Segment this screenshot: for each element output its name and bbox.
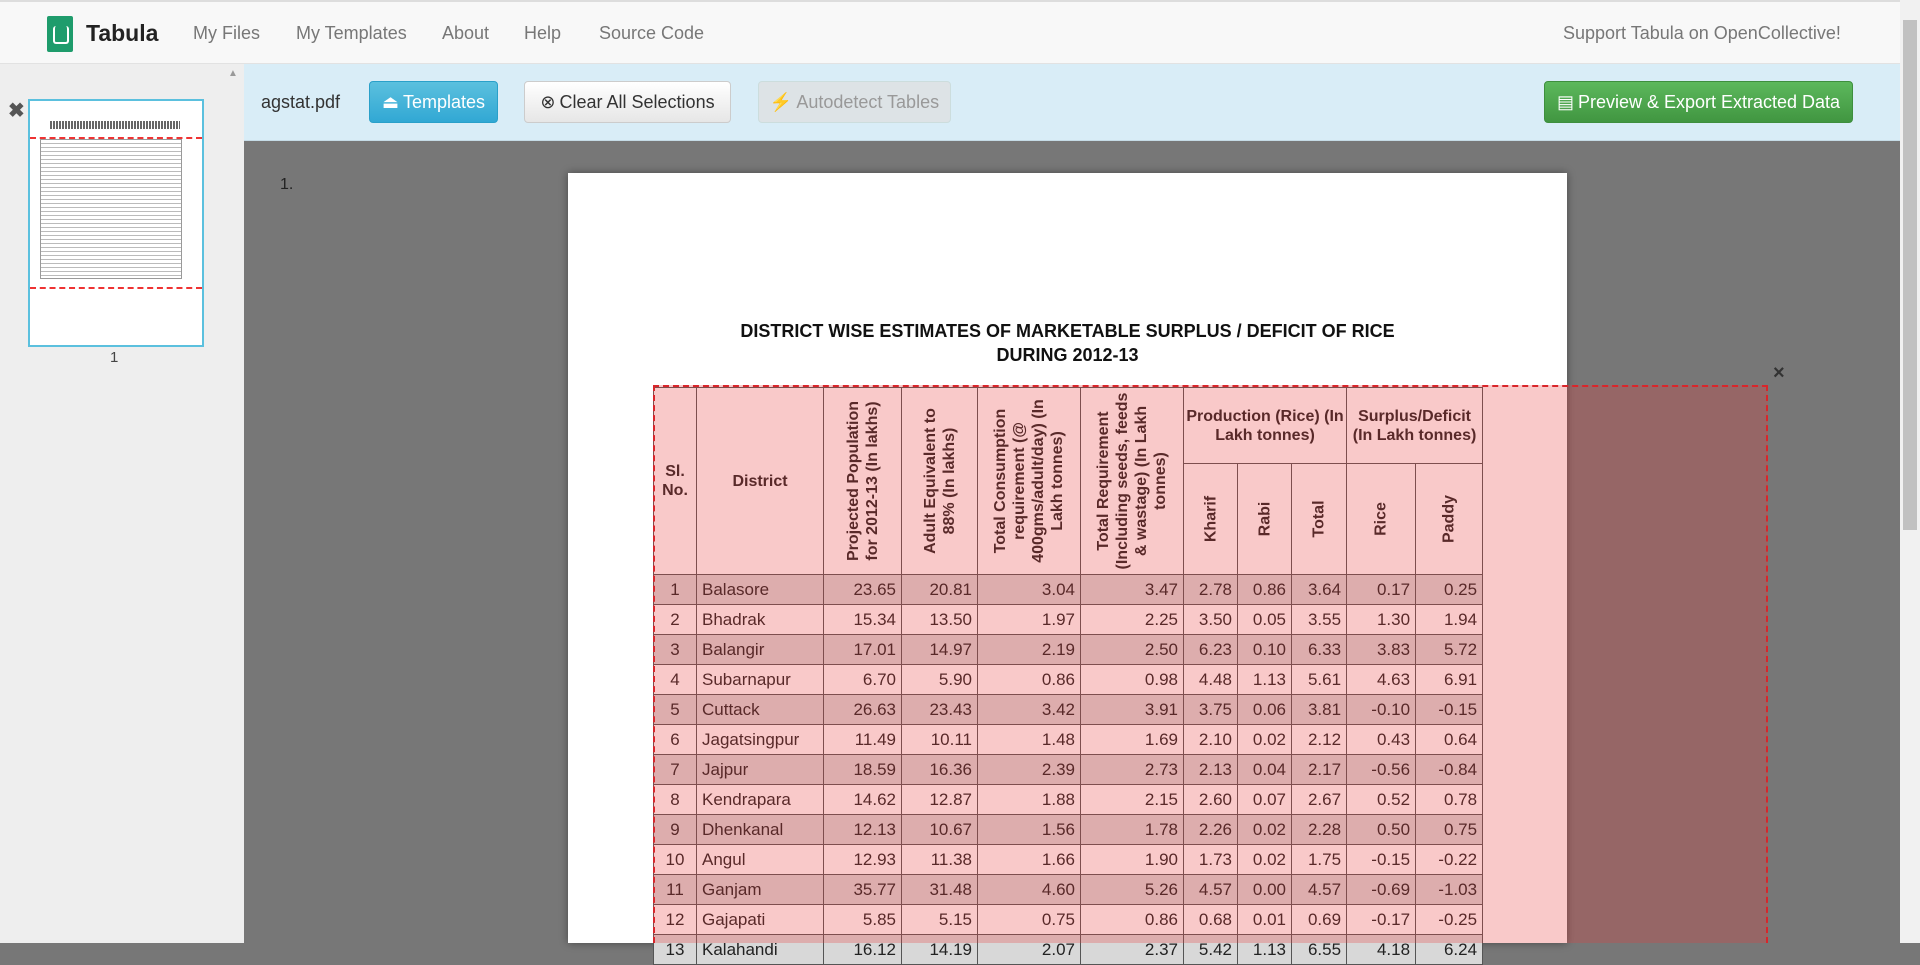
table-cell: 5.72 (1416, 635, 1483, 665)
table-cell: -0.15 (1416, 695, 1483, 725)
scroll-up-arrow-icon[interactable]: ▲ (228, 68, 238, 79)
table-cell: 2.12 (1292, 725, 1347, 755)
table-cell: 3.81 (1292, 695, 1347, 725)
tabula-logo-icon[interactable] (47, 16, 73, 52)
table-cell: 0.64 (1416, 725, 1483, 755)
table-cell: 20.81 (902, 575, 978, 605)
autodetect-label: Autodetect Tables (796, 91, 940, 112)
clear-all-selections-button[interactable] (524, 81, 731, 123)
table-cell: 16.36 (902, 755, 978, 785)
table-cell: -0.17 (1347, 905, 1416, 935)
table-cell: 2.10 (1184, 725, 1238, 755)
table-cell: 13.50 (902, 605, 978, 635)
table-cell: 12.13 (824, 815, 902, 845)
table-cell: Kendrapara (697, 785, 824, 815)
table-cell: 2.15 (1081, 785, 1184, 815)
table-cell: 5.85 (824, 905, 902, 935)
table-cell: 0.75 (1416, 815, 1483, 845)
table-cell: 1.78 (1081, 815, 1184, 845)
table-cell: 3.55 (1292, 605, 1347, 635)
table-cell: 1.94 (1416, 605, 1483, 635)
table-cell: 2.78 (1184, 575, 1238, 605)
table-cell: 1.66 (978, 845, 1081, 875)
table-cell: 4.60 (978, 875, 1081, 905)
preview-label: Preview & Export Extracted Data (1577, 91, 1841, 112)
table-cell: Subarnapur (697, 665, 824, 695)
table-cell: 2 (654, 605, 697, 635)
table-cell: 0.98 (1081, 665, 1184, 695)
table-cell: 4.63 (1347, 665, 1416, 695)
table-cell: 31.48 (902, 875, 978, 905)
nav-my-templates[interactable]: My Templates (296, 23, 407, 43)
table-cell: 14.97 (902, 635, 978, 665)
autodetect-tables-button[interactable] (758, 81, 951, 123)
table-cell: 2.37 (1081, 935, 1184, 965)
table-cell: 6.24 (1416, 935, 1483, 965)
table-cell: 0.17 (1347, 575, 1416, 605)
table-cell: Kalahandi (697, 935, 824, 965)
table-cell: 1.73 (1184, 845, 1238, 875)
table-cell: 5.42 (1184, 935, 1238, 965)
table-cell: 35.77 (824, 875, 902, 905)
clear-label: Clear All Selections (559, 91, 715, 112)
table-cell: 1.13 (1238, 665, 1292, 695)
table-cell: 9 (654, 815, 697, 845)
table-cell: 1.30 (1347, 605, 1416, 635)
table-cell: 23.43 (902, 695, 978, 725)
page-thumbnail[interactable] (28, 99, 204, 347)
table-icon: ▤ (1556, 91, 1574, 112)
brand[interactable]: Tabula (86, 20, 159, 46)
header-paddy-text: Paddy (1440, 495, 1458, 544)
table-cell: 2.67 (1292, 785, 1347, 815)
table-cell: 14.62 (824, 785, 902, 815)
table-cell: 6.33 (1292, 635, 1347, 665)
header-total-requirement-text: Total Requirement (Including seeds, feeds & wastage) (In Lakh tonnes) (1095, 392, 1169, 570)
table-cell: 0.25 (1416, 575, 1483, 605)
thumbnail-selection-top (30, 137, 202, 139)
lightning-icon: ⚡ (769, 91, 793, 112)
clear-circle-icon: ⊗ (540, 91, 556, 112)
table-cell: 4 (654, 665, 697, 695)
table-cell: 2.07 (978, 935, 1081, 965)
table-cell: 11 (654, 875, 697, 905)
filename: agstat.pdf (261, 92, 341, 112)
header-adult-equivalent-text: Adult Equivalent to 88% (In lakhs) (921, 408, 958, 554)
table-cell: 10.11 (902, 725, 978, 755)
thumbnail-title-lines (50, 121, 180, 129)
table-cell: 5.90 (902, 665, 978, 695)
table-cell: 3.04 (978, 575, 1081, 605)
table-cell: 2.73 (1081, 755, 1184, 785)
templates-label: Templates (402, 91, 486, 112)
header-district: District (697, 388, 824, 575)
table-cell: 2.50 (1081, 635, 1184, 665)
header-rabi-text: Rabi (1256, 501, 1273, 537)
table-selection-area[interactable] (653, 385, 1768, 943)
table-cell: 4.18 (1347, 935, 1416, 965)
table-cell: 13 (654, 935, 697, 965)
thumbnail-table (40, 139, 182, 279)
templates-button[interactable] (369, 81, 498, 123)
table-cell: 1.13 (1238, 935, 1292, 965)
table-cell: 17.01 (824, 635, 902, 665)
table-cell: 0.00 (1238, 875, 1292, 905)
table-cell: 23.65 (824, 575, 902, 605)
table-cell: 6.55 (1292, 935, 1347, 965)
table-cell: Balangir (697, 635, 824, 665)
table-cell: 0.86 (1238, 575, 1292, 605)
table-cell: 1.90 (1081, 845, 1184, 875)
table-cell: 1.97 (978, 605, 1081, 635)
table-cell: 2.25 (1081, 605, 1184, 635)
header-production: Production (Rice) (In Lakh tonnes) (1184, 388, 1347, 464)
nav-help[interactable]: Help (524, 23, 562, 43)
table-cell: 4.57 (1292, 875, 1347, 905)
table-cell: Jajpur (697, 755, 824, 785)
table-cell: 6.70 (824, 665, 902, 695)
table-cell: 2.60 (1184, 785, 1238, 815)
table-cell: 16.12 (824, 935, 902, 965)
toolbar (244, 64, 1900, 141)
table-cell: 3.83 (1347, 635, 1416, 665)
table-cell: 2.39 (978, 755, 1081, 785)
table-cell: 0.86 (978, 665, 1081, 695)
table-cell: 0.07 (1238, 785, 1292, 815)
table-cell: Bhadrak (697, 605, 824, 635)
table-cell: 11.38 (902, 845, 978, 875)
nav-my-files[interactable]: My Files (193, 23, 260, 43)
close-icon[interactable]: ✖ (8, 100, 25, 122)
table-cell: 5.26 (1081, 875, 1184, 905)
table-cell: Angul (697, 845, 824, 875)
table-cell: 5.15 (902, 905, 978, 935)
table-cell: 7 (654, 755, 697, 785)
table-cell: 3.50 (1184, 605, 1238, 635)
nav-support-link[interactable]: Support Tabula on OpenCollective! (1563, 23, 1841, 43)
table-cell: 3.64 (1292, 575, 1347, 605)
table-cell: 6.91 (1416, 665, 1483, 695)
table-cell: -0.84 (1416, 755, 1483, 785)
table-cell: 12 (654, 905, 697, 935)
table-cell: 1.69 (1081, 725, 1184, 755)
table-cell: 1.88 (978, 785, 1081, 815)
table-cell: -0.22 (1416, 845, 1483, 875)
table-cell: -0.56 (1347, 755, 1416, 785)
table-cell: 2.28 (1292, 815, 1347, 845)
table-cell: 4.48 (1184, 665, 1238, 695)
document-title-line1: DISTRICT WISE ESTIMATES OF MARKETABLE SURPLUS / DEFICIT OF RICE (740, 321, 1395, 341)
table-cell: -0.69 (1347, 875, 1416, 905)
table-cell: Jagatsingpur (697, 725, 824, 755)
table-cell: -0.10 (1347, 695, 1416, 725)
table-cell: 3.91 (1081, 695, 1184, 725)
table-cell: 0.04 (1238, 755, 1292, 785)
header-kharif-text: Kharif (1202, 496, 1219, 543)
table-cell: 0.86 (1081, 905, 1184, 935)
table-cell: Dhenkanal (697, 815, 824, 845)
header-total-consumption-text: Total Consumption requirement (@ 400gms/adult/day) (In Lakh tonnes) (992, 399, 1066, 563)
table-cell: 1.56 (978, 815, 1081, 845)
header-surplus-deficit: Surplus/Deficit (In Lakh tonnes) (1347, 388, 1483, 464)
table-cell: 3 (654, 635, 697, 665)
document-title-line2: DURING 2012-13 (996, 345, 1139, 365)
nav-source-code[interactable]: Source Code (599, 23, 705, 43)
table-cell: 18.59 (824, 755, 902, 785)
header-projected-population-text: Projected Population for 2012-13 (In lakhs) (844, 401, 881, 562)
table-cell: 10 (654, 845, 697, 875)
table-cell: 3.47 (1081, 575, 1184, 605)
table-cell: 15.34 (824, 605, 902, 635)
nav-about[interactable]: About (442, 23, 490, 43)
thumbnail-page-number: 1 (110, 349, 119, 366)
table-cell: 3.42 (978, 695, 1081, 725)
table-cell: 2.17 (1292, 755, 1347, 785)
table-cell: 0.02 (1238, 725, 1292, 755)
table-cell: 10.67 (902, 815, 978, 845)
page-number-label: 1. (280, 176, 294, 193)
table-cell: -0.25 (1416, 905, 1483, 935)
table-cell: 0.68 (1184, 905, 1238, 935)
table-cell: 11.49 (824, 725, 902, 755)
remove-selection-close-icon[interactable]: × (1773, 362, 1785, 384)
table-cell: Gajapati (697, 905, 824, 935)
table-cell: Balasore (697, 575, 824, 605)
header-total-text: Total (1310, 500, 1328, 538)
table-cell: 0.06 (1238, 695, 1292, 725)
table-cell: 12.87 (902, 785, 978, 815)
table-cell: 1 (654, 575, 697, 605)
table-cell: 0.43 (1347, 725, 1416, 755)
table-cell: 5.61 (1292, 665, 1347, 695)
table-cell: 0.69 (1292, 905, 1347, 935)
table-cell: 0.50 (1347, 815, 1416, 845)
templates-icon: ⏏ (381, 91, 399, 112)
table-cell: 6.23 (1184, 635, 1238, 665)
table-cell: 6 (654, 725, 697, 755)
header-sl-no: Sl. No. (654, 388, 697, 575)
table-cell: 2.26 (1184, 815, 1238, 845)
table-cell: 14.19 (902, 935, 978, 965)
table-cell: 0.75 (978, 905, 1081, 935)
page-scrollbar[interactable] (1900, 0, 1920, 943)
thumbnail-selection-bottom (30, 287, 202, 289)
table-cell: 0.02 (1238, 815, 1292, 845)
table-cell: 0.78 (1416, 785, 1483, 815)
table-cell: 2.19 (978, 635, 1081, 665)
table-cell: 26.63 (824, 695, 902, 725)
table-cell: 0.05 (1238, 605, 1292, 635)
table-cell: 5 (654, 695, 697, 725)
table-cell: 0.10 (1238, 635, 1292, 665)
preview-export-button[interactable] (1544, 81, 1853, 123)
table-cell: Cuttack (697, 695, 824, 725)
table-cell: 12.93 (824, 845, 902, 875)
navbar (0, 0, 1900, 64)
table-cell: Ganjam (697, 875, 824, 905)
scrollbar-thumb[interactable] (1903, 20, 1917, 530)
table-cell: -1.03 (1416, 875, 1483, 905)
table-cell: 0.52 (1347, 785, 1416, 815)
table-cell: 1.75 (1292, 845, 1347, 875)
table-cell: 0.01 (1238, 905, 1292, 935)
table-cell: 4.57 (1184, 875, 1238, 905)
header-rice-text: Rice (1372, 502, 1390, 537)
table-cell: 0.02 (1238, 845, 1292, 875)
table-cell: 3.75 (1184, 695, 1238, 725)
table-cell: 1.48 (978, 725, 1081, 755)
table-cell: 8 (654, 785, 697, 815)
table-cell: 2.13 (1184, 755, 1238, 785)
table-cell: -0.15 (1347, 845, 1416, 875)
